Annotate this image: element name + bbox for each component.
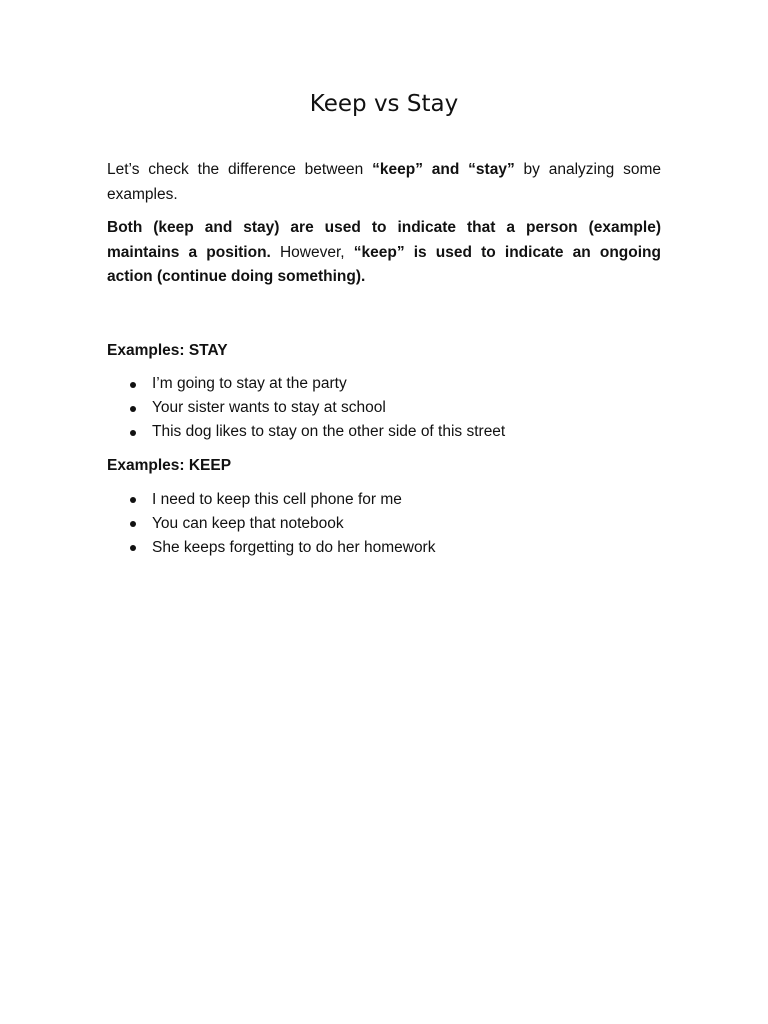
bullet-icon: [130, 382, 136, 388]
list-item-text: You can keep that notebook: [152, 514, 344, 532]
list-item: [107, 396, 661, 420]
intro-paragraph: [107, 158, 661, 207]
definition-paragraph: [107, 216, 661, 290]
list-item: [107, 420, 661, 444]
keep-examples-list: [107, 488, 661, 560]
list-item-text: I’m going to stay at the party: [152, 375, 347, 392]
definition-bold-2: “keep” is used to indicate an ongoing action (continue doing something).: [107, 243, 661, 285]
page-title: Keep vs Stay: [309, 91, 459, 117]
list-item-text: Your sister wants to stay at school: [152, 399, 386, 416]
list-item: [107, 536, 661, 560]
list-item-text: I need to keep this cell phone for me: [152, 490, 402, 508]
bullet-icon: [130, 497, 136, 503]
bullet-icon: [130, 430, 136, 436]
list-item-text: She keeps forgetting to do her homework: [152, 538, 436, 556]
list-item-text: This dog likes to stay on the other side of this street: [152, 423, 506, 440]
bullet-icon: [130, 545, 136, 551]
list-item: [107, 488, 661, 512]
definition-text: However,: [270, 243, 354, 261]
stay-examples-list: [107, 372, 661, 444]
document-body: [107, 158, 661, 560]
section-heading-keep: Examples: KEEP: [107, 457, 232, 474]
intro-text-1: Let’s check the difference between: [107, 161, 373, 178]
list-item: [107, 372, 661, 396]
bullet-icon: [130, 521, 136, 527]
list-item: [107, 512, 661, 536]
definition-bold-1: Both (keep and stay) are used to indicate that a person (example) maintains a position.: [107, 219, 661, 261]
section-heading-stay: Examples: STAY: [107, 341, 228, 359]
intro-bold-terms: “keep” and “stay”: [372, 161, 515, 178]
intro-text-2: by analyzing some examples.: [107, 161, 661, 203]
bullet-icon: [130, 406, 136, 412]
